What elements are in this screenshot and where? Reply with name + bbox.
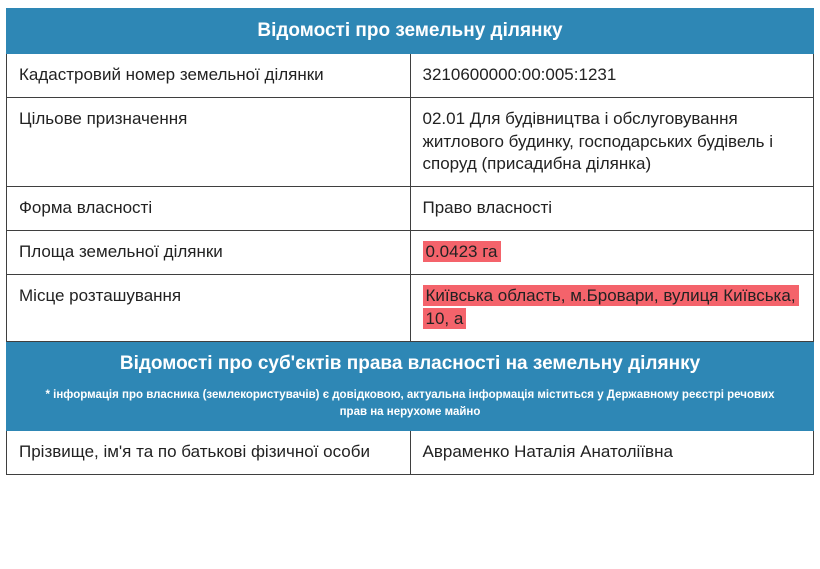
area-value-cell: [410, 231, 814, 275]
section-header-owner: [7, 342, 814, 387]
location-value-highlight: Київська область, м.Бровари, вулиця Київська, 10, а: [423, 285, 799, 329]
owner-note-text: * інформація про власника (землекористувачів) є довідковою, актуальна інформація міститься у Державному реєстрі речових прав на нерухоме майно: [7, 386, 814, 431]
location-value-cell: [410, 275, 814, 342]
table-row: [7, 187, 814, 231]
section-header-parcel-label: Відомості про земельну ділянку: [7, 9, 814, 54]
area-label: Площа земельної ділянки: [7, 231, 411, 275]
land-parcel-table: [6, 8, 814, 475]
table-row: [7, 53, 814, 97]
owner-name-value: Авраменко Наталія Анатоліївна: [410, 431, 814, 475]
section-header-owner-label: Відомості про суб'єктів права власності на земельну ділянку: [7, 342, 814, 387]
purpose-value: 02.01 Для будівництва і обслуговування житлового будинку, господарських будівель і споруд (присадибна ділянка): [410, 97, 814, 187]
owner-name-label: Прізвище, ім'я та по батькові фізичної особи: [7, 431, 411, 475]
land-parcel-info-sheet: [0, 8, 820, 569]
table-row: [7, 231, 814, 275]
cadastral-number-label: Кадастровий номер земельної ділянки: [7, 53, 411, 97]
purpose-label: Цільове призначення: [7, 97, 411, 187]
section-header-parcel: [7, 9, 814, 54]
section-header-owner-note: [7, 386, 814, 431]
location-label: Місце розташування: [7, 275, 411, 342]
area-value-highlight: 0.0423 га: [423, 241, 501, 262]
ownership-form-value: Право власності: [410, 187, 814, 231]
table-row: [7, 431, 814, 475]
ownership-form-label: Форма власності: [7, 187, 411, 231]
cadastral-number-value: 3210600000:00:005:1231: [410, 53, 814, 97]
table-row: [7, 275, 814, 342]
table-row: [7, 97, 814, 187]
